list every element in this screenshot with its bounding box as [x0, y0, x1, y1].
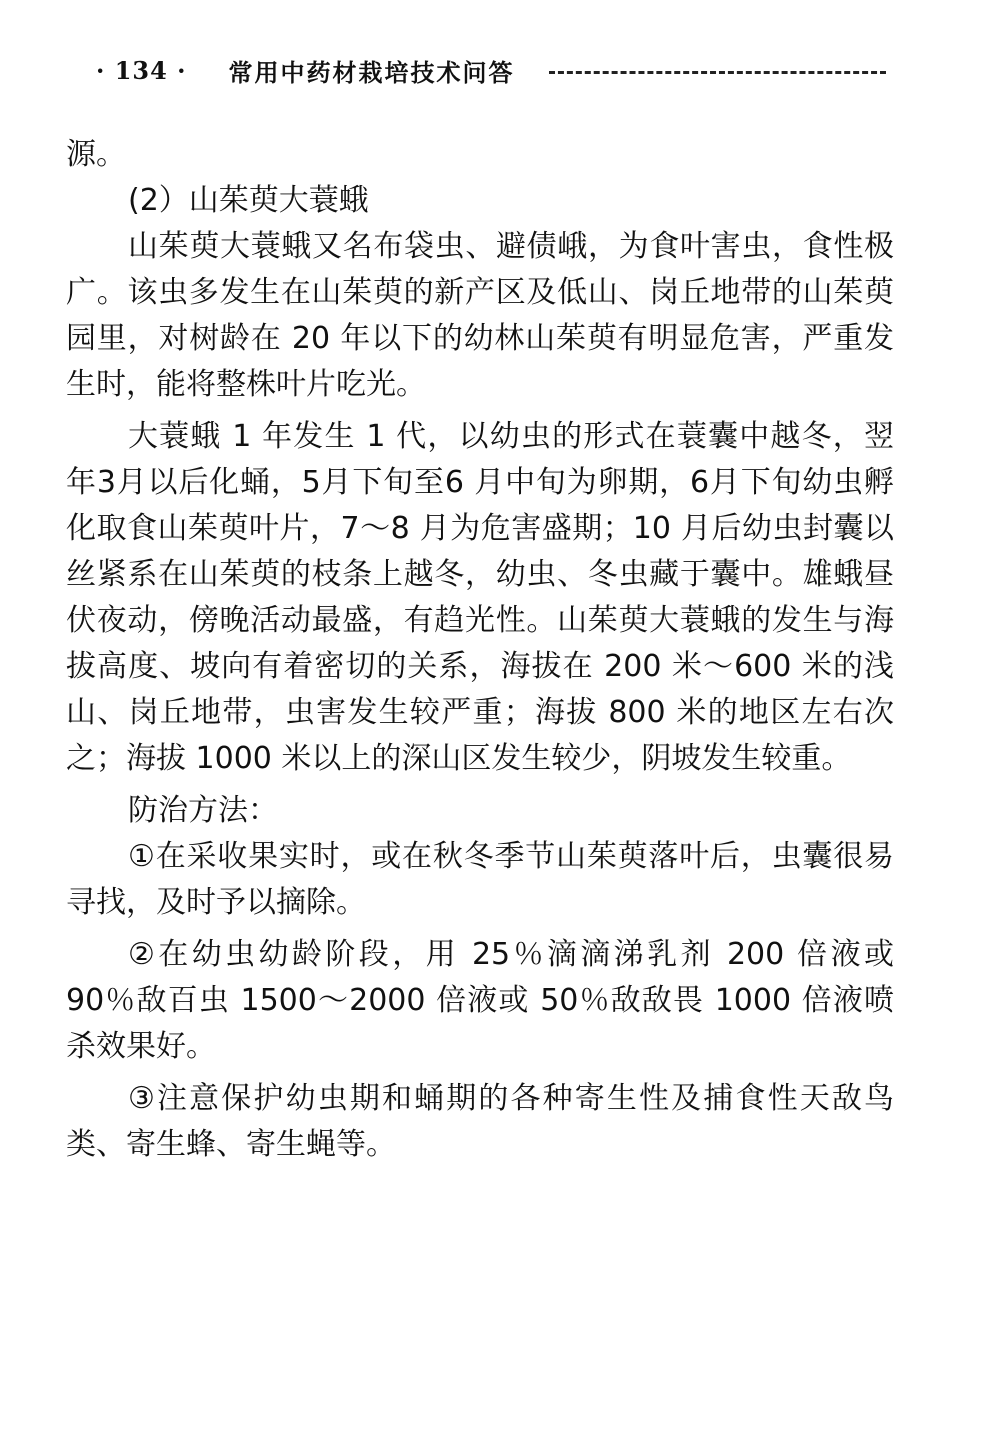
- paragraph-continuation: 源。: [66, 137, 126, 172]
- running-header: [96, 52, 886, 88]
- page-body: [66, 132, 894, 1168]
- paragraph-lifecycle: 大蓑蛾 1 年发生 1 代，以幼虫的形式在蓑囊中越冬，翌年3月以后化蛹，5月下旬至6 月中旬为卵期，6月下旬幼虫孵化取食山茱萸叶片，7～8 月为危害盛期；10 月后幼虫封囊以丝紧系在山茱萸的枝条上越冬，幼虫、冬虫藏于囊中。雄蛾昼伏夜动，傍晚活动最盛，有趋光性。山茱萸大蓑蛾的发生与海拔高度、坡向有着密切的关系，海拔在 200 米～600 米的浅山、岗丘地带，虫害发生较严重；海拔 800 米的地区左右次之；海拔 1000 米以上的深山区发生较少，阴坡发生较重。: [66, 419, 894, 776]
- control-method-3: ③注意保护幼虫期和蛹期的各种寄生性及捕食性天敌鸟类、寄生蜂、寄生蝇等。: [66, 1081, 894, 1162]
- control-method-1: ①在采收果实时，或在秋冬季节山茱萸落叶后，虫囊很易寻找，及时予以摘除。: [66, 839, 894, 920]
- control-methods-heading: 防治方法：: [128, 793, 278, 828]
- control-method-2: ②在幼虫幼龄阶段，用 25％滴滴涕乳剂 200 倍液或 90％敌百虫 1500～2000 倍液或 50％敌敌畏 1000 倍液喷杀效果好。: [66, 937, 894, 1064]
- paragraph-description: 山茱萸大蓑蛾又名布袋虫、避债峨，为食叶害虫，食性极广。该虫多发生在山茱萸的新产区及低山、岗丘地带的山茱萸园里，对树龄在 20 年以下的幼林山茱萸有明显危害，严重发生时，能将整株叶片吃光。: [66, 229, 894, 402]
- header-rule: [549, 71, 886, 74]
- page-number: · 134 ·: [96, 55, 187, 85]
- book-title: 常用中药材栽培技术问答: [228, 57, 515, 87]
- section-heading: (2）山茱萸大蓑蛾: [128, 183, 369, 218]
